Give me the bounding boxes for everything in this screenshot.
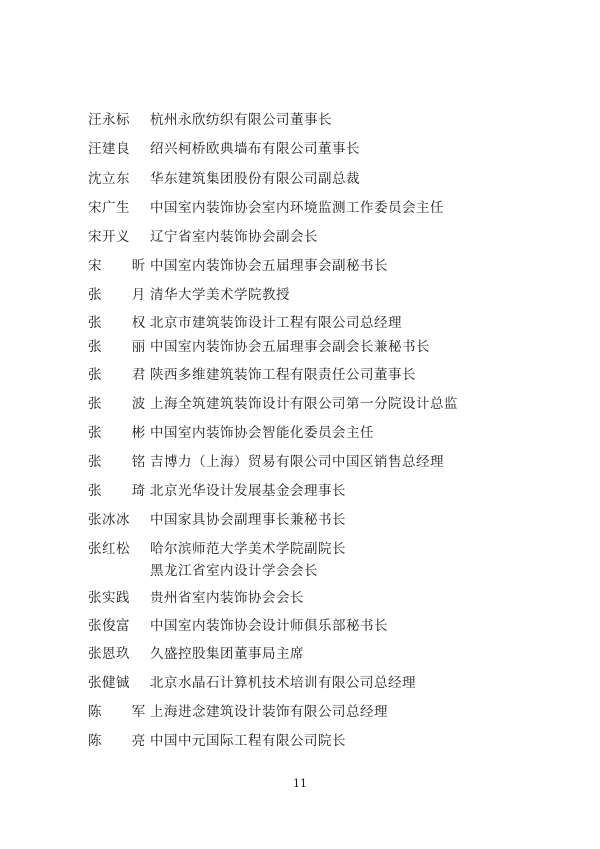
person-name: 沈立东 bbox=[88, 171, 130, 187]
person-title: 中国室内装饰协会智能化委员会主任 bbox=[150, 425, 374, 441]
person-title: 北京水晶石计算机技术培训有限公司总经理 bbox=[150, 675, 416, 691]
page-number: 11 bbox=[293, 777, 307, 790]
person-name: 汪永标 bbox=[88, 112, 130, 128]
person-name: 张俊富 bbox=[88, 618, 130, 634]
person-title: 中国室内装饰协会五届理事会副秘书长 bbox=[150, 258, 388, 274]
person-name: 张 丽 bbox=[88, 339, 159, 355]
person-title: 清华大学美术学院教授 bbox=[150, 287, 290, 303]
person-name: 宋 昕 bbox=[88, 258, 159, 274]
person-title: 上海全筑建筑装饰设计有限公司第一分院设计总监 bbox=[150, 396, 458, 412]
person-name: 张 铭 bbox=[88, 454, 159, 470]
person-name: 陈 亮 bbox=[88, 733, 159, 749]
person-title: 华东建筑集团股份有限公司副总裁 bbox=[150, 171, 360, 187]
person-title: 贵州省室内装饰协会会长 bbox=[150, 590, 304, 606]
person-name: 张冰冰 bbox=[88, 512, 130, 528]
person-title: 中国中元国际工程有限公司院长 bbox=[150, 733, 346, 749]
person-title: 哈尔滨师范大学美术学院副院长 bbox=[150, 541, 346, 557]
person-title: 杭州永欣纺织有限公司董事长 bbox=[150, 112, 332, 128]
person-title: 辽宁省室内装饰协会副会长 bbox=[150, 229, 318, 245]
person-title: 绍兴柯桥欧典墙布有限公司董事长 bbox=[150, 141, 360, 157]
person-title: 中国室内装饰协会设计师俱乐部秘书长 bbox=[150, 618, 388, 634]
person-name: 张红松 bbox=[88, 541, 130, 557]
person-name: 宋广生 bbox=[88, 200, 130, 216]
person-name: 张 君 bbox=[88, 367, 159, 383]
person-title: 中国室内装饰协会室内环境监测工作委员会主任 bbox=[150, 200, 444, 216]
person-title: 北京光华设计发展基金会理事长 bbox=[150, 483, 346, 499]
person-name: 张 琦 bbox=[88, 483, 159, 499]
person-title: 吉博力（上海）贸易有限公司中国区销售总经理 bbox=[150, 454, 444, 470]
person-name: 张健铖 bbox=[88, 675, 130, 691]
person-name: 张恩玖 bbox=[88, 646, 130, 662]
person-title: 中国家具协会副理事长兼秘书长 bbox=[150, 512, 346, 528]
person-name: 陈 军 bbox=[88, 704, 159, 720]
person-name: 张实践 bbox=[88, 590, 130, 606]
person-name: 张 波 bbox=[88, 396, 159, 412]
person-name: 张 彬 bbox=[88, 425, 159, 441]
person-title: 久盛控股集团董事局主席 bbox=[150, 646, 304, 662]
person-name: 宋开义 bbox=[88, 229, 130, 245]
person-name: 汪建良 bbox=[88, 141, 130, 157]
person-title: 陕西多维建筑装饰工程有限责任公司董事长 bbox=[150, 367, 416, 383]
person-title-line-2: 黑龙江省室内设计学会会长 bbox=[150, 563, 318, 579]
person-title: 上海进念建筑设计装饰有限公司总经理 bbox=[150, 704, 388, 720]
person-title: 北京市建筑装饰设计工程有限公司总经理 bbox=[150, 315, 402, 331]
person-name: 张 权 bbox=[88, 315, 159, 331]
person-name: 张 月 bbox=[88, 287, 159, 303]
person-title: 中国室内装饰协会五届理事会副会长兼秘书长 bbox=[150, 339, 430, 355]
